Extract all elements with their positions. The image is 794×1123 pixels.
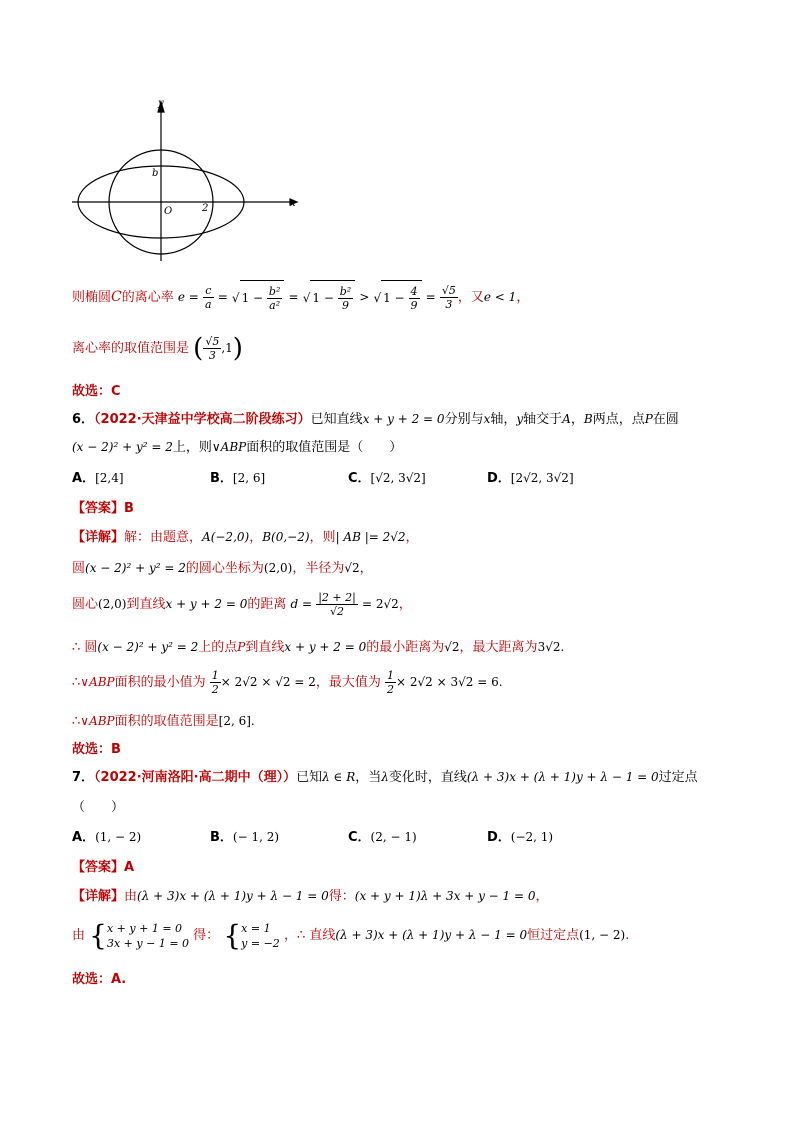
b-label: b: [152, 168, 159, 179]
q6-stem-line1: 6．（2022·天津益中学校高二阶段练习）已知直线x + y + 2 = 0分别与x轴，y轴交于A，B两点，点P在圆: [72, 412, 679, 427]
text: 离心率的取值范围是: [72, 341, 190, 356]
q6-answer: 故选：B: [72, 742, 121, 757]
text: ，: [516, 290, 530, 305]
sqrt-expr-2: √ 1 − $\frac{\text{b²}}{9}$: [303, 280, 355, 315]
frac-distance: $\frac{|2 + 2|}{√2}$: [318, 591, 356, 618]
frac-sqrt5-3: $\frac{√5}{3}$: [441, 284, 456, 311]
math: e =: [177, 290, 199, 304]
origin-label: O: [164, 206, 173, 217]
q5-range-line: 离心率的取值范围是 ( $\frac{√5}{3}$ ,1): [72, 333, 243, 364]
frac-c-a: $\frac{c}{a}$: [205, 284, 212, 311]
q7-detail-line1: 【详解】由(λ + 3)x + (λ + 1)y + λ − 1 = 0得：(x + y + 1)λ + 3x + y − 1 = 0，: [72, 889, 549, 904]
q6-answer-tag: 【答案】B: [72, 501, 134, 516]
q7-answer-tag: 【答案】A: [72, 860, 135, 875]
q6-detail-line5: ∴∨ABP面积的最小值为 $\frac{1}{2}$ × 2√2 × √2 = 2，最大值为 $\frac{1}{2}$ × 2√2 × 3√2 = 6.: [72, 669, 503, 696]
text: 的离心率: [121, 290, 174, 305]
math: =: [288, 290, 299, 304]
frac-half-1: $\frac{1}{2}$: [211, 669, 219, 696]
q6-option-a[interactable]: A．[2,4]: [72, 471, 124, 486]
q7-detail-line2: 由 { x + y + 1 = 0 3x + y − 1 = 0 得： { x = 1 y = −2 ，∴ 直线(λ + 3)x + (λ + 1)y + λ − 1 = 0恒过定点(1, − 2).: [72, 918, 630, 952]
y-axis-label: y: [158, 98, 164, 109]
q5-answer: 故选：C: [72, 384, 121, 399]
system-1: x + y + 1 = 0 3x + y − 1 = 0: [106, 921, 190, 950]
q6-detail-line4: ∴ 圆(x − 2)² + y² = 2上的点P到直线x + y + 2 = 0的最小距离为√2，最大距离为3√2.: [72, 640, 565, 655]
sqrt-expr-3: √ 1 − $\frac{4}{9}$: [374, 280, 422, 315]
math: ,1: [221, 341, 233, 355]
q7-option-b[interactable]: B．(− 1, 2): [210, 830, 280, 845]
frac-half-2: $\frac{1}{2}$: [387, 669, 395, 696]
q7-stem-line1: 7．（2022·河南洛阳·高二期中（理））已知λ ∈ R，当λ变化时，直线(λ + 3)x + (λ + 1)y + λ − 1 = 0过定点: [72, 770, 698, 785]
math: =: [425, 290, 436, 304]
system-2: x = 1 y = −2: [241, 921, 280, 950]
math: >: [359, 290, 370, 304]
q6-detail-line6: ∴∨ABP面积的取值范围是[2, 6].: [72, 714, 255, 729]
sqrt-expr-1: √ 1 − $\frac{\text{b²}}{\text{a²}}$: [232, 280, 284, 315]
q7-stem-line2: （ ）: [72, 800, 125, 815]
text: 则椭圆: [72, 290, 112, 305]
q6-option-b[interactable]: B．[2, 6]: [210, 471, 266, 486]
q6-stem-line2: (x − 2)² + y² = 2上，则∨ABP面积的取值范围是（ ）: [72, 440, 403, 455]
q6-detail-line2: 圆(x − 2)² + y² = 2的圆心坐标为(2,0)，半径为√2，: [72, 561, 373, 576]
two-label: 2: [202, 203, 209, 214]
q6-detail-line3: 圆心(2,0)到直线x + y + 2 = 0的距离 d = $\frac{|2 + 2|}{√2}$ = 2√2，: [72, 591, 412, 618]
var-c: C: [111, 289, 122, 305]
q7-answer: 故选：A.: [72, 972, 127, 987]
ellipse-circle-figure: [66, 96, 306, 266]
q7-option-d[interactable]: D．(−2, 1): [487, 830, 554, 845]
math: e < 1: [483, 290, 517, 304]
frac-range: $\frac{√5}{3}$: [205, 335, 220, 362]
q6-option-d[interactable]: D．[2√2, 3√2]: [487, 471, 574, 486]
q6-option-c[interactable]: C．[√2, 3√2]: [348, 471, 426, 486]
q5-eccentricity-line: [72, 280, 529, 314]
q6-detail-line1: 【详解】解：由题意，A(−2,0)，B(0,−2)，则| AB |= 2√2，: [72, 530, 419, 545]
q7-option-c[interactable]: C．(2, − 1): [348, 830, 417, 845]
math: =: [217, 290, 228, 304]
q7-option-a[interactable]: A．(1, − 2): [72, 830, 142, 845]
text: ，又: [457, 290, 484, 305]
x-axis-label: x: [290, 198, 296, 209]
